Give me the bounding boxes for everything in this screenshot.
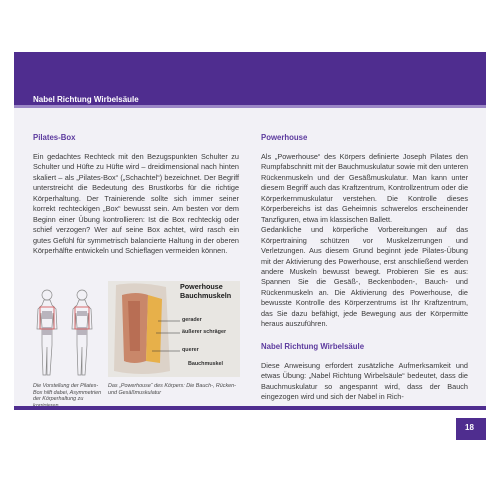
label-ausserer: äußerer schräger [182,329,227,335]
diagram-title-2: Bauchmuskeln [180,290,232,300]
right-column [261,133,468,403]
nabel-heading: Nabel Richtung Wirbelsäule [261,341,365,351]
powerhouse-paragraph-2: Gedankliche und körperliche Vorbereitungen auf das Körpertraining schützen vor Muskelzerrungen und Verletzungen. Aus diesem Grund beginnt jede Pilates-Übung mit der Aktivierung des Powerhouse, erst anschließend werden andere Muskeln bewusst bewegt. Probieren Sie es aus: Spannen Sie die Gesäß-, Beckenboden-, Bauch- und Rückenmuskeln an. Die Aktivierung des Powerhouse, die bewusste Kontrolle des Körperzentrums ist Ihr Kraftzentrum, das Sie dazu befähigt, jede Bewegung aus der Körpermitte heraus auszuführen. [261,225,468,329]
label-bauchmuskel: Bauchmuskel [188,361,224,367]
pilates-box-heading: Pilates-Box [33,133,76,142]
front-shorts [42,327,52,335]
front-bra [42,311,52,319]
figure-caption-right: Das „Powerhouse“ des Körpers: Die Bauch-, Rücken- und Gesäßmuskulatur [108,383,236,396]
back-shorts [77,327,87,335]
label-gerader: gerader [182,317,202,323]
pilates-box-paragraph: Ein gedachtes Rechteck mit den Bezugspunkten Schulter zu Schulter und Hüfte zu Hüfte wird – dreidimensional nach hinten skaliert – als „Pilates-Box“ („Schachtel“) bezeichnet. Der Begriff unterstreicht die Bedeutung des Brustkorbs für die richtige Körperhaltung. Der Trainierende sollte sich immer seiner korrekt rechteckigen „Box“ bewusst sein. Am besten vor dem Beginn einer Übung kontrollieren: Ist die Box rechteckig oder schief verzogen? Wer auf seine Box achtet, wird rasch ein gutes Gefühl für symmetrisch balancierte Haltung in der oberen Körperhälfte entwickeln und Schieflagen vermeiden können. [33,152,239,256]
page-number: 18 [465,423,474,432]
back-bra [77,311,87,316]
powerhouse-illustration [108,281,240,377]
label-querer: querer [182,347,199,353]
footer-bar [14,406,486,410]
figure-caption-left: Die Vorstellung der Pilates-Box hilft dabei, Asymmetrien der Körperhaltung zu [33,383,102,403]
chapter-title: Nabel Richtung Wirbelsäule [33,95,139,104]
pilates-box-figures [32,285,100,381]
powerhouse-paragraph-1: Als „Powerhouse“ des Körpers definierte Joseph Pilates den Rumpfabschnitt mit der Bauchmuskulatur sowie mit den unteren Rückenmuskeln und der Gesäßmuskulatur. Man kann unter diesem Begriff auch das Kraftzentrum, Kontrollzentrum oder die Körperkernmuskulatur verstehen. Die Kontrolle dieses Körperbereichs ist das Geheimnis schwerelos erscheinender Tanzfiguren, etwa im klassischen Ballett. [261,152,468,224]
left-column [33,133,239,257]
diagram-title-1: Powerhouse [180,282,223,291]
powerhouse-heading: Powerhouse [261,133,308,142]
nabel-paragraph: Diese Anweisung erfordert zusätzliche Aufmerksamkeit und etwas Übung: „Nabel Richtung Wirbelsäule“ bedeutet, dass die Bauchmuskulatur so angespannt wird, dass der Bauch eingezogen wird und sich der Nabel in Rich- [261,360,468,402]
